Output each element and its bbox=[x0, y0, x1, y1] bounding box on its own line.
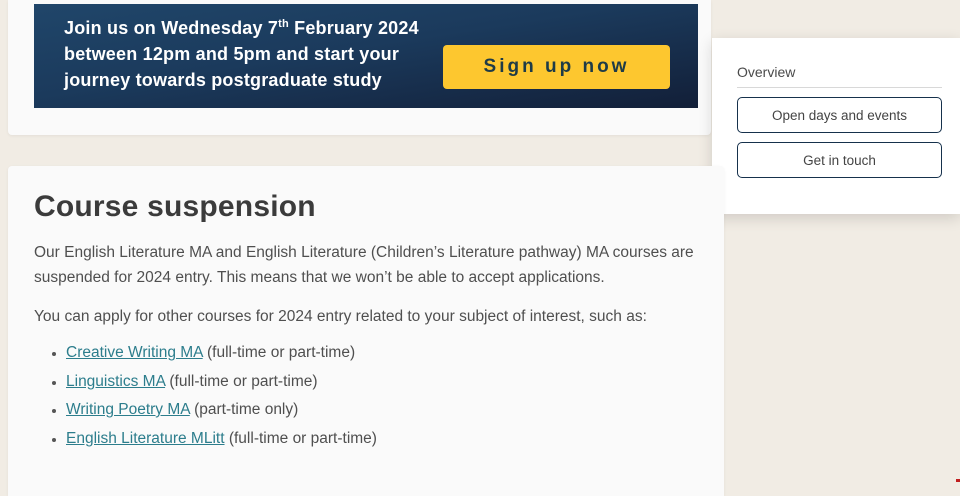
english-literature-mlitt-link[interactable]: English Literature MLitt bbox=[66, 429, 225, 447]
course-note: (full-time or part-time) bbox=[224, 429, 377, 447]
open-days-and-events-button[interactable]: Open days and events bbox=[737, 97, 942, 133]
get-in-touch-button[interactable]: Get in touch bbox=[737, 142, 942, 178]
banner-line-3: journey towards postgraduate study bbox=[64, 70, 382, 90]
course-note: (full-time or part-time) bbox=[202, 344, 356, 361]
ordinal-superscript: th bbox=[278, 18, 289, 30]
course-list bbox=[34, 341, 698, 451]
suspension-paragraph: Our English Literature MA and English Literature (Children’s Literature pathway) MA courses are suspended for 2024 entry. This means that we won’t be able to accept applications. bbox=[34, 244, 694, 286]
creative-writing-ma-link[interactable]: Creative Writing MA bbox=[66, 344, 203, 361]
page-title: Course suspension bbox=[34, 190, 316, 223]
banner-text bbox=[64, 15, 419, 93]
course-note: (full-time or part-time) bbox=[165, 372, 318, 390]
sign-up-now-button[interactable]: Sign up now bbox=[443, 45, 670, 89]
sidebar-divider bbox=[737, 87, 942, 88]
course-note: (part-time only) bbox=[189, 401, 299, 418]
linguistics-ma-link[interactable]: Linguistics MA bbox=[66, 372, 166, 390]
banner-line-2: between 12pm and 5pm and start your bbox=[64, 44, 400, 64]
banner-line-1: Join us on Wednesday 7th February 2024 bbox=[64, 18, 419, 38]
course-suspension-card bbox=[8, 166, 724, 496]
alternatives-paragraph: You can apply for other courses for 2024 entry related to your subject of interest, such as: bbox=[34, 308, 647, 325]
sidebar-title: Overview bbox=[737, 64, 796, 80]
writing-poetry-ma-link[interactable]: Writing Poetry MA bbox=[66, 401, 190, 418]
banner-card bbox=[8, 0, 711, 135]
list-item bbox=[66, 370, 698, 395]
event-banner bbox=[34, 4, 698, 108]
list-item bbox=[66, 427, 698, 452]
overview-sidebar bbox=[712, 38, 960, 214]
list-item bbox=[66, 398, 698, 423]
list-item bbox=[66, 341, 698, 366]
